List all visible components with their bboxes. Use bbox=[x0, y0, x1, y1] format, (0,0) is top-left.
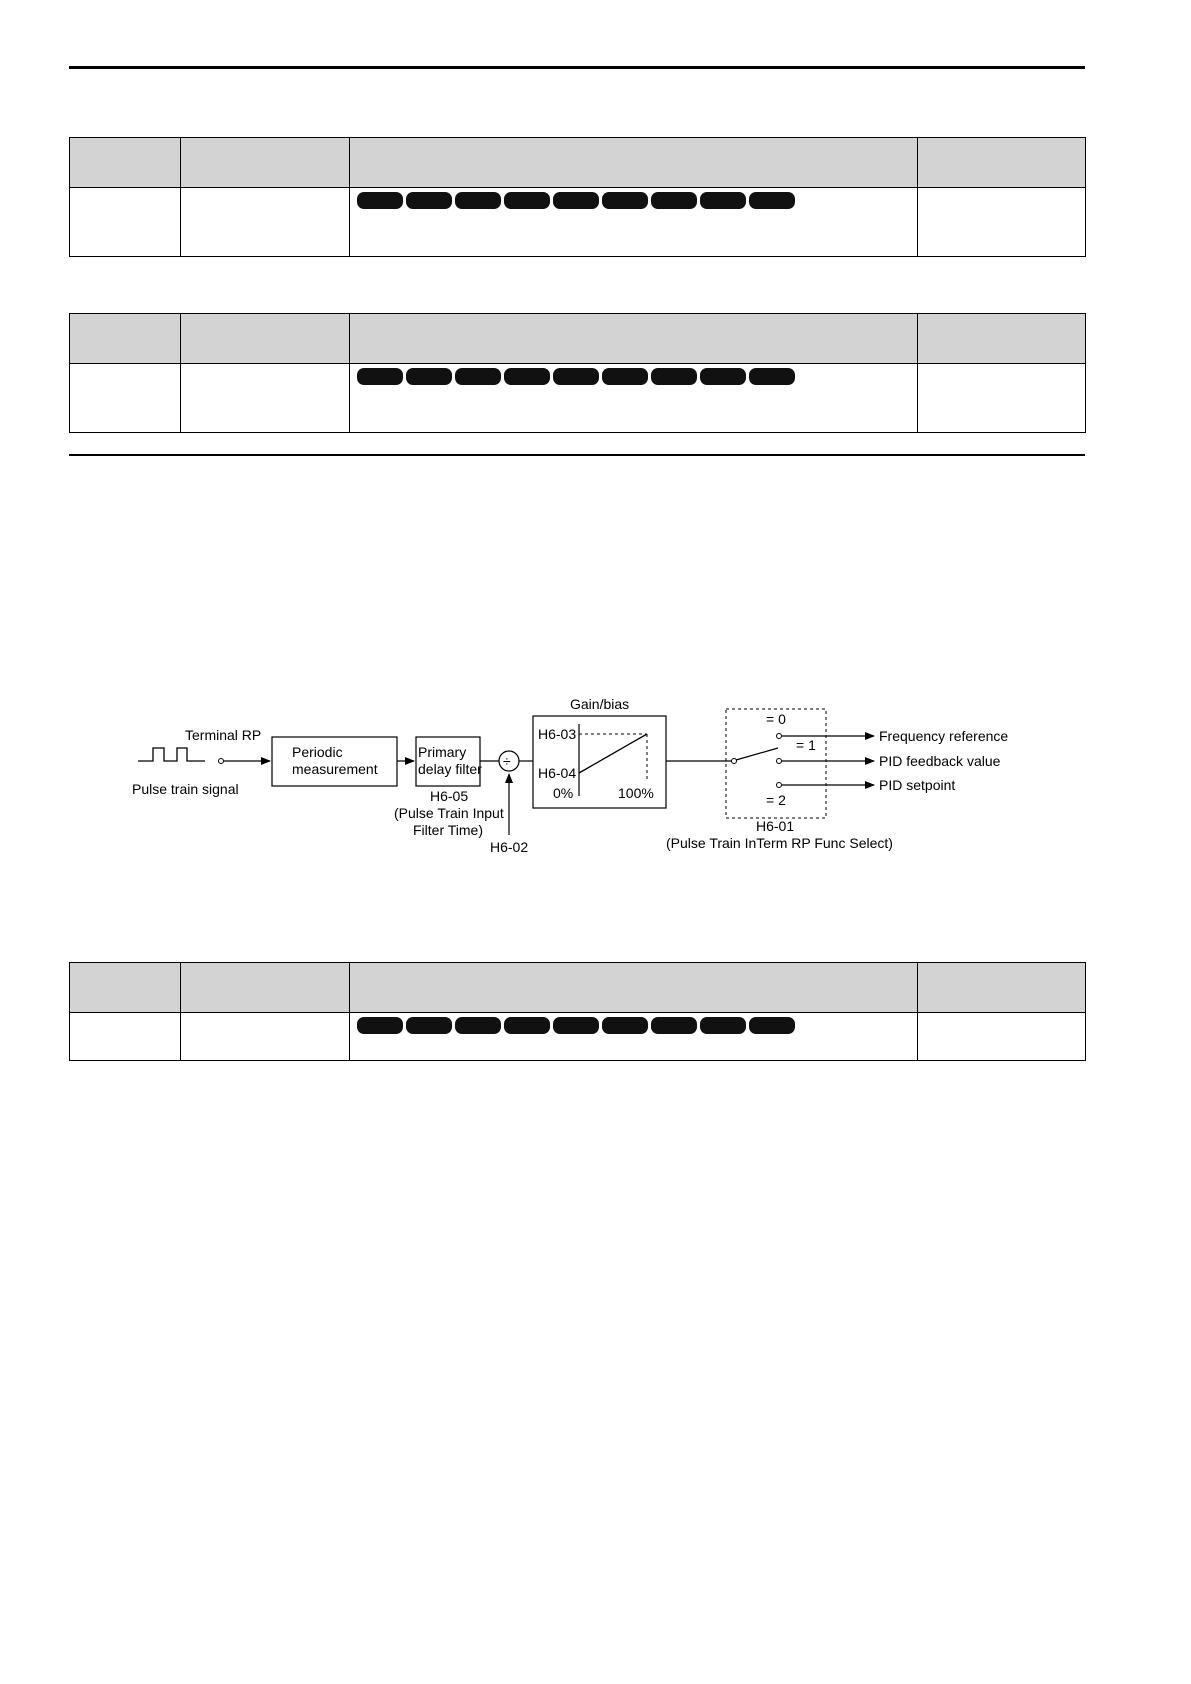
table-cell bbox=[70, 188, 181, 257]
table-header-row bbox=[70, 314, 1086, 364]
control-mode-badge bbox=[504, 368, 550, 385]
header-cell bbox=[181, 138, 350, 188]
bias-label: H6-04 bbox=[538, 765, 577, 781]
control-mode-badge bbox=[602, 192, 648, 209]
table-cell bbox=[181, 188, 350, 257]
axis-min-label: 0% bbox=[553, 785, 574, 801]
control-mode-badge bbox=[406, 192, 452, 209]
section-rule bbox=[69, 454, 1085, 456]
table-cell bbox=[70, 1013, 181, 1061]
control-mode-badge bbox=[357, 1017, 403, 1034]
control-mode-badge bbox=[651, 1017, 697, 1034]
parameter-table-1 bbox=[69, 137, 1086, 257]
table-cell bbox=[181, 364, 350, 433]
table-cell bbox=[350, 364, 918, 433]
table-cell bbox=[350, 188, 918, 257]
filter-param-desc-1: (Pulse Train Input bbox=[394, 805, 504, 821]
table-cell bbox=[917, 188, 1085, 257]
select-param-desc: (Pulse Train InTerm RP Func Select) bbox=[666, 835, 893, 851]
control-mode-badge bbox=[357, 368, 403, 385]
control-mode-badge bbox=[406, 368, 452, 385]
header-cell bbox=[350, 138, 918, 188]
control-mode-badge bbox=[651, 368, 697, 385]
control-mode-badge bbox=[455, 368, 501, 385]
control-mode-badge bbox=[700, 192, 746, 209]
table-row bbox=[70, 1013, 1086, 1061]
header-rule bbox=[69, 66, 1085, 69]
switch-option-0: = 0 bbox=[766, 711, 786, 727]
control-mode-badge bbox=[651, 192, 697, 209]
parameter-table-3 bbox=[69, 962, 1086, 1061]
table-row bbox=[70, 188, 1086, 257]
table-header-row bbox=[70, 963, 1086, 1013]
parameter-table-2 bbox=[69, 313, 1086, 433]
switch-arm bbox=[736, 748, 778, 760]
terminal-node bbox=[219, 759, 224, 764]
control-mode-badge bbox=[749, 368, 795, 385]
filter-label-line1: Primary bbox=[418, 744, 467, 760]
header-cell bbox=[181, 314, 350, 364]
header-cell bbox=[350, 963, 918, 1013]
control-mode-badges bbox=[357, 1017, 917, 1034]
divide-icon: ÷ bbox=[503, 753, 511, 769]
filter-param: H6-05 bbox=[430, 788, 469, 804]
switch-option-2: = 2 bbox=[766, 792, 786, 808]
output-frequency-reference: Frequency reference bbox=[879, 728, 1009, 744]
signal-label: Pulse train signal bbox=[132, 781, 239, 797]
select-param: H6-01 bbox=[756, 818, 795, 834]
control-mode-badge bbox=[700, 1017, 746, 1034]
control-mode-badges bbox=[357, 192, 917, 209]
switch-option-1: = 1 bbox=[796, 737, 816, 753]
table-cell bbox=[917, 364, 1085, 433]
filter-param-desc-2: Filter Time) bbox=[413, 822, 483, 838]
control-mode-badge bbox=[406, 1017, 452, 1034]
periodic-label-line1: Periodic bbox=[292, 744, 343, 760]
table-cell bbox=[917, 1013, 1085, 1061]
control-mode-badge bbox=[602, 368, 648, 385]
gain-bias-title: Gain/bias bbox=[570, 696, 630, 712]
table-row bbox=[70, 364, 1086, 433]
control-mode-badge bbox=[602, 1017, 648, 1034]
header-cell bbox=[70, 138, 181, 188]
axis-max-label: 100% bbox=[618, 785, 654, 801]
control-mode-badge bbox=[749, 192, 795, 209]
header-cell bbox=[917, 314, 1085, 364]
header-cell bbox=[917, 963, 1085, 1013]
header-cell bbox=[917, 138, 1085, 188]
table-cell bbox=[70, 364, 181, 433]
gain-label: H6-03 bbox=[538, 726, 577, 742]
control-mode-badge bbox=[749, 1017, 795, 1034]
filter-label-line2: delay filter bbox=[418, 761, 482, 777]
control-mode-badge bbox=[553, 1017, 599, 1034]
terminal-label: Terminal RP bbox=[185, 727, 262, 743]
header-cell bbox=[350, 314, 918, 364]
pulse-train-block-diagram bbox=[120, 690, 1020, 870]
pulse-waveform-icon bbox=[138, 748, 205, 761]
divider-param: H6-02 bbox=[490, 839, 529, 855]
header-cell bbox=[70, 963, 181, 1013]
periodic-label-line2: measurement bbox=[292, 761, 378, 777]
table-header-row bbox=[70, 138, 1086, 188]
table-cell bbox=[350, 1013, 918, 1061]
control-mode-badge bbox=[504, 192, 550, 209]
header-cell bbox=[70, 314, 181, 364]
control-mode-badge bbox=[455, 1017, 501, 1034]
table-cell bbox=[181, 1013, 350, 1061]
control-mode-badge bbox=[553, 192, 599, 209]
output-pid-setpoint: PID setpoint bbox=[879, 777, 956, 793]
control-mode-badge bbox=[700, 368, 746, 385]
control-mode-badge bbox=[553, 368, 599, 385]
header-cell bbox=[181, 963, 350, 1013]
control-mode-badge bbox=[455, 192, 501, 209]
output-pid-feedback: PID feedback value bbox=[879, 753, 1001, 769]
control-mode-badge bbox=[504, 1017, 550, 1034]
control-mode-badges bbox=[357, 368, 917, 385]
control-mode-badge bbox=[357, 192, 403, 209]
